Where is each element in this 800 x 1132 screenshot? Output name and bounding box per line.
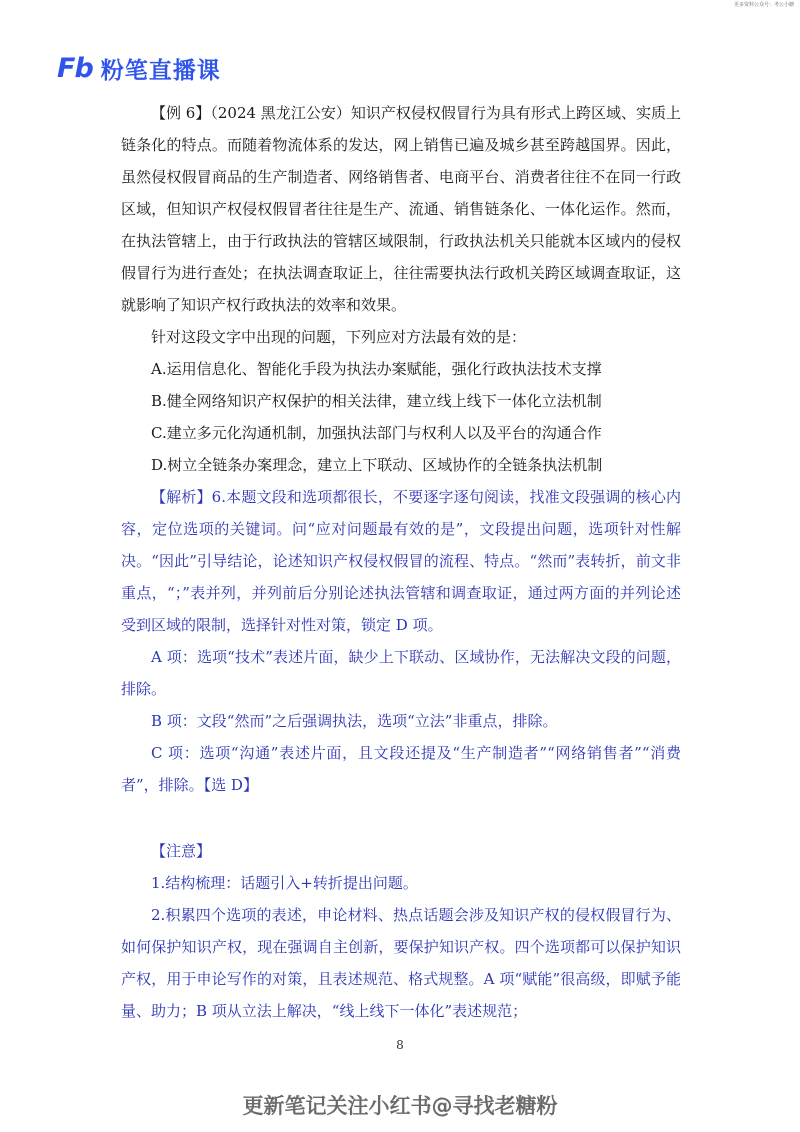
analysis-option-b: B 项：文段“然而”之后强调执法，选项“立法”非重点，排除。 [151, 712, 558, 730]
option-b: B.健全网络知识产权保护的相关法律，建立线上线下一体化立法机制 [151, 392, 602, 410]
page-content [121, 97, 681, 1027]
logo-text: 粉笔直播课 [100, 58, 221, 84]
question-prompt: 针对这段文字中出现的问题，下列应对方法最有效的是： [151, 328, 527, 346]
option-a: A.运用信息化、智能化手段为执法办案赋能，强化行政执法技术支撑 [151, 360, 602, 378]
analysis-main: 【解析】6.本题文段和选项都很长，不要逐字逐句阅读，找准文段强调的核心内容，定位选项的关键词。问“应对问题最有效的是”，文段提出问题，选项针对性解决。“因此”引导结论，论述知识产权侵权假冒的流程、特点。“然而”表转折，前文非重点，“；”表并列，并列前后分别论述执法管辖和调查取证，通过两方面的并列论述受到区域的限制，选择针对性对策，锁定 D 项。 [121, 488, 681, 634]
notes-heading: 【注意】 [151, 842, 212, 860]
spacer [121, 801, 681, 835]
note-item-1: 1.结构梳理：话题引入+转折提出问题。 [151, 874, 418, 892]
note-item-2: 2.积累四个选项的表述，申论材料、热点话题会涉及知识产权的侵权假冒行为、如何保护知识产权，现在强调自主创新，要保护知识产权。四个选项都可以保护知识产权，用于申论写作的对策，且表述规范、格式规整。A 项“赋能”很高级，即赋予能量、助力；B 项从立法上解决，“线上线下一体化”表述规范； [121, 906, 681, 1020]
question-stem: 【例 6】（2024 黑龙江公安）知识产权侵权假冒行为具有形式上跨区域、实质上链条化的特点。而随着物流体系的发达，网上销售已遍及城乡甚至跨越国界。因此，虽然侵权假冒商品的生产制造者、网络销售者、电商平台、消费者往往不在同一行政区域，但知识产权侵权假冒者往往是生产、流通、销售链条化、一体化运作。然而，在执法管辖上，由于行政执法的管辖区域限制，行政执法机关只能就本区域内的侵权假冒行为进行查处；在执法调查取证上，往往需要执法行政机关跨区域调查取证，这就影响了知识产权行政执法的效率和效果。 [121, 104, 681, 314]
footer-watermark: 更新笔记关注小红书@寻找老糖粉 [242, 1094, 558, 1118]
option-c: C.建立多元化沟通机制，加强执法部门与权利人以及平台的沟通合作 [151, 424, 602, 442]
analysis-option-c: C 项：选项“沟通”表述片面，且文段还提及“生产制造者”“网络销售者”“消费者”，排除。【选 D】 [121, 744, 681, 794]
brand-logo [57, 52, 221, 85]
page-number: 8 [396, 1038, 404, 1052]
logo-mark: Fb [57, 53, 93, 84]
corner-note: 更多资料公众号：考公小糖 [733, 2, 794, 8]
option-d: D.树立全链条办案理念，建立上下联动、区域协作的全链条执法机制 [151, 456, 603, 474]
analysis-option-a: A 项：选项“技术”表述片面，缺少上下联动、区域协作，无法解决文段的问题，排除。 [121, 648, 681, 698]
